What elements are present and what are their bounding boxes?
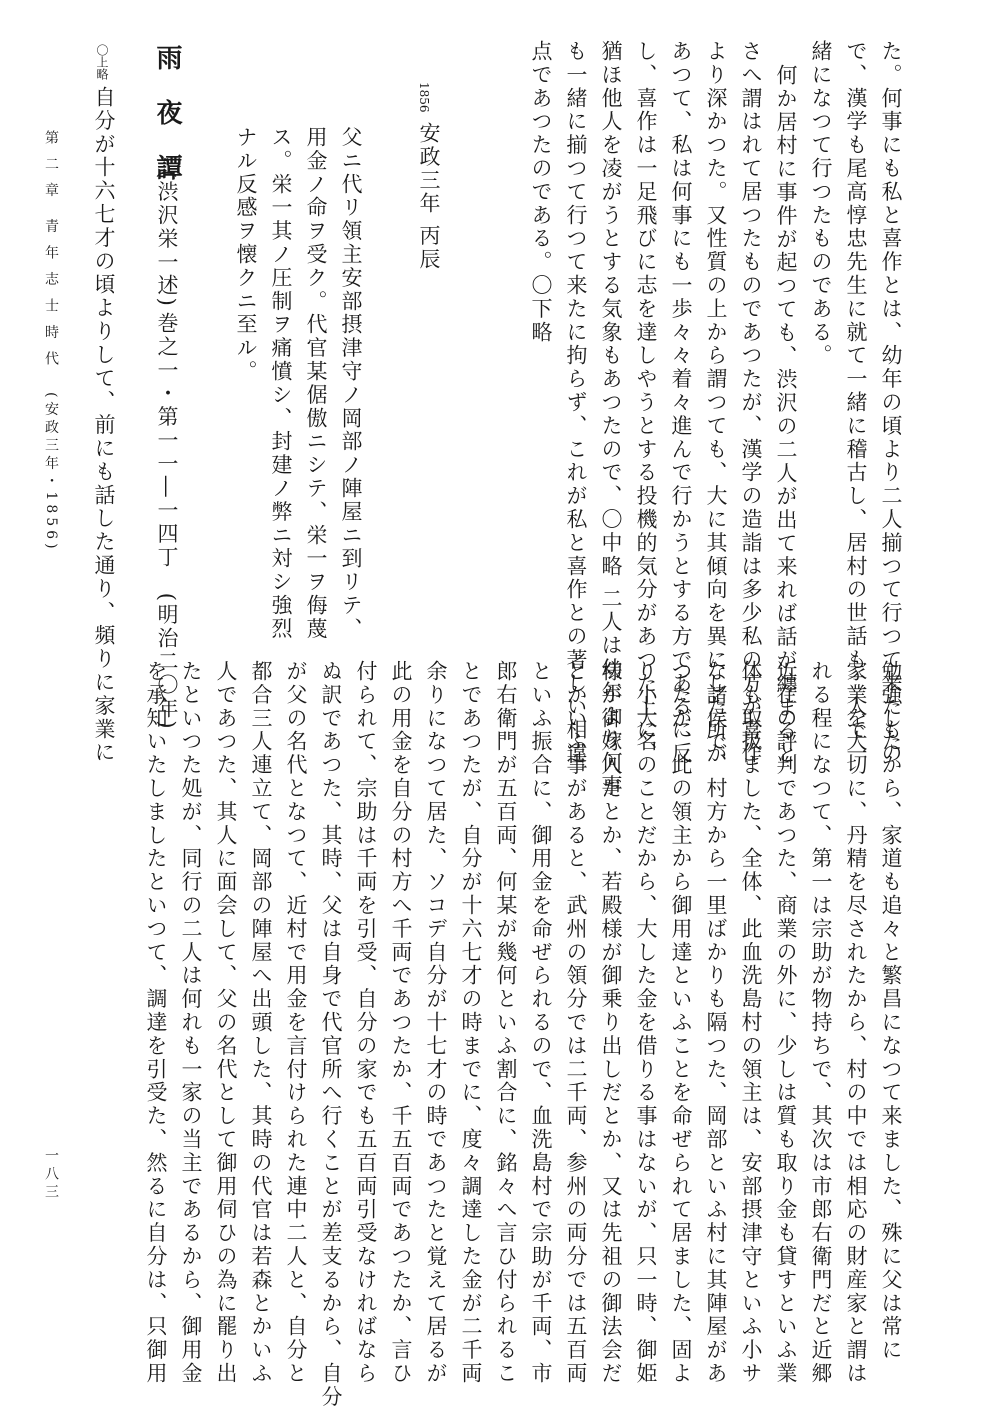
text-line: つたが、此の領主から御用達といふことを命ぜられて居ました、固よ bbox=[669, 660, 693, 1386]
text-line: 体も取扱ました、全体、此血洗島村の領主は、安部摂津守といふ小サ bbox=[739, 660, 763, 1386]
text-line: 猶ほ他人を凌がうとする気象もあつたので、〇中略 二人は幼年より何事 bbox=[599, 40, 623, 798]
text-line: が父の名代となつて、近村で用金を言付けられた連中二人と、自分と bbox=[284, 660, 308, 1386]
text-line: たといつた処が、同行の二人は何れも一家の当主であるから、御用金 bbox=[179, 660, 203, 1386]
text-line: れる程になつて、第一は宗助が物持ちで、其次は市郎右衛門だと近郷 bbox=[809, 660, 833, 1386]
text-line: 何か居村に事件が起つても、渋沢の二人が出て来れば話が纏まると bbox=[774, 64, 798, 766]
source-author: (渋沢栄一述) bbox=[155, 170, 179, 309]
entry-line: ス。栄一其ノ圧制ヲ痛憤シ、封建ノ弊ニ対シ強烈 bbox=[269, 126, 293, 641]
text-line: 此の用金を自分の村方へ千両であつたか、千五百両であつたか、言ひ bbox=[389, 660, 413, 1386]
text-line: 様が御嫁入だとか、若殿様が御乗り出しだとか、又は先祖の御法会だ bbox=[599, 660, 623, 1386]
text-line: 人であつた、其人に面会して、父の名代として御用伺ひの為に罷り出 bbox=[214, 660, 238, 1386]
text-line: 勉強したから、家道も追々と繁昌になつて来ました、殊に父は常に bbox=[879, 660, 903, 1362]
text-line: とかいふ事があると、武州の領分では二千両、参州の両分では五百両 bbox=[564, 660, 588, 1386]
text-line: あつて、私は何事にも一歩々々着々進んで行かうとする方であるに反 bbox=[669, 40, 693, 766]
text-line: 都合三人連立て、岡部の陣屋へ出頭した、其時の代官は若森とかいふ bbox=[249, 660, 273, 1386]
text-line: といふ振合に、御用金を命ぜられるので、血洗島村で宗助が千両、市 bbox=[529, 660, 553, 1386]
text-line: で、漢学も尾高惇忠先生に就て一緒に稽古し、居村の世話も二人で一 bbox=[844, 40, 868, 766]
text-line: を承知いたしましたといつて、調達を引受た、然るに自分は、只御用 bbox=[144, 660, 168, 1386]
page-number: 一八三 bbox=[43, 1148, 59, 1202]
entry-line: 用金ノ命ヲ受ク。代官某倨傲ニシテ、栄一ヲ侮蔑 bbox=[304, 126, 328, 641]
year-note: 1856 bbox=[417, 82, 431, 113]
text-line: 付られて、宗助は千両を引受、自分の家でも五百両引受なければなら bbox=[354, 660, 378, 1386]
source-detail: 巻之一・第一一―一四丁 (明治二〇年) bbox=[155, 312, 179, 731]
text-line: し、喜作は一足飛びに志を達しやうとする投機的気分があつた上に、 bbox=[634, 40, 658, 766]
text-line: 家業を大切に、丹精を尽されたから、村の中では相応の財産家と謂は bbox=[844, 660, 868, 1386]
quote-line: 自分が十六七才の頃よりして、前にも話した通り、頻りに家業に bbox=[92, 86, 116, 765]
entry-line: ナル反感ヲ懐クニ至ル。 bbox=[234, 126, 258, 384]
text-line: ぬ訳であつた、其時、父は自身で代官所へ行くことが差支るから、自分 bbox=[319, 660, 343, 1409]
text-line: 点であつたのである。〇下略 bbox=[529, 40, 553, 345]
text-line: な諸侯で、村方から一里ばかりも隔つた、岡部といふ村に其陣屋があ bbox=[704, 660, 728, 1386]
entry-line: 父ニ代リ領主安部摂津守ノ岡部ノ陣屋ニ到リテ、 bbox=[339, 126, 363, 641]
era-header: (安政三年・1856) bbox=[43, 392, 59, 553]
year-heading: 安政三年 丙辰 bbox=[417, 122, 441, 272]
source-title: 雨 夜 譚 bbox=[152, 44, 182, 191]
text-line: 郎右衛門が五百両、何某が幾何といふ割合に、銘々へ言ひ付られるこ bbox=[494, 660, 518, 1386]
text-line: も一緒に揃つて行つて来たに拘らず、これが私と喜作との著しい相違 bbox=[564, 40, 588, 766]
text-line: より深かつた。又性質の上から謂つても、大に其傾向を異にした所が bbox=[704, 40, 728, 766]
text-line: 近在の評判であつた、商業の外に、少しは質も取り金も貸すといふ業 bbox=[774, 660, 798, 1386]
omission-marker: 〇上略 bbox=[95, 44, 109, 80]
text-line: 緒になつて行つたものである。 bbox=[809, 40, 833, 368]
text-line: り小大名のことだから、大した金を借りる事はないが、只一時、御姫 bbox=[634, 660, 658, 1386]
text-line: とであつたが、自分が十六七才の時までに、度々調達した金が二千両 bbox=[459, 660, 483, 1386]
text-line: た。何事にも私と喜作とは、幼年の頃より二人揃つて行つて来たもの bbox=[879, 40, 903, 766]
text-line: 余りになつて居た、ソコデ自分が十七才の時であつたと覚えて居るが bbox=[424, 660, 448, 1386]
chapter-header: 第 二 章 青 年 志 士 時 代 bbox=[43, 130, 59, 370]
text-line: さへ謂はれて居つたものであつたが、漢学の造詣は多少私の方が喜作 bbox=[739, 40, 763, 766]
